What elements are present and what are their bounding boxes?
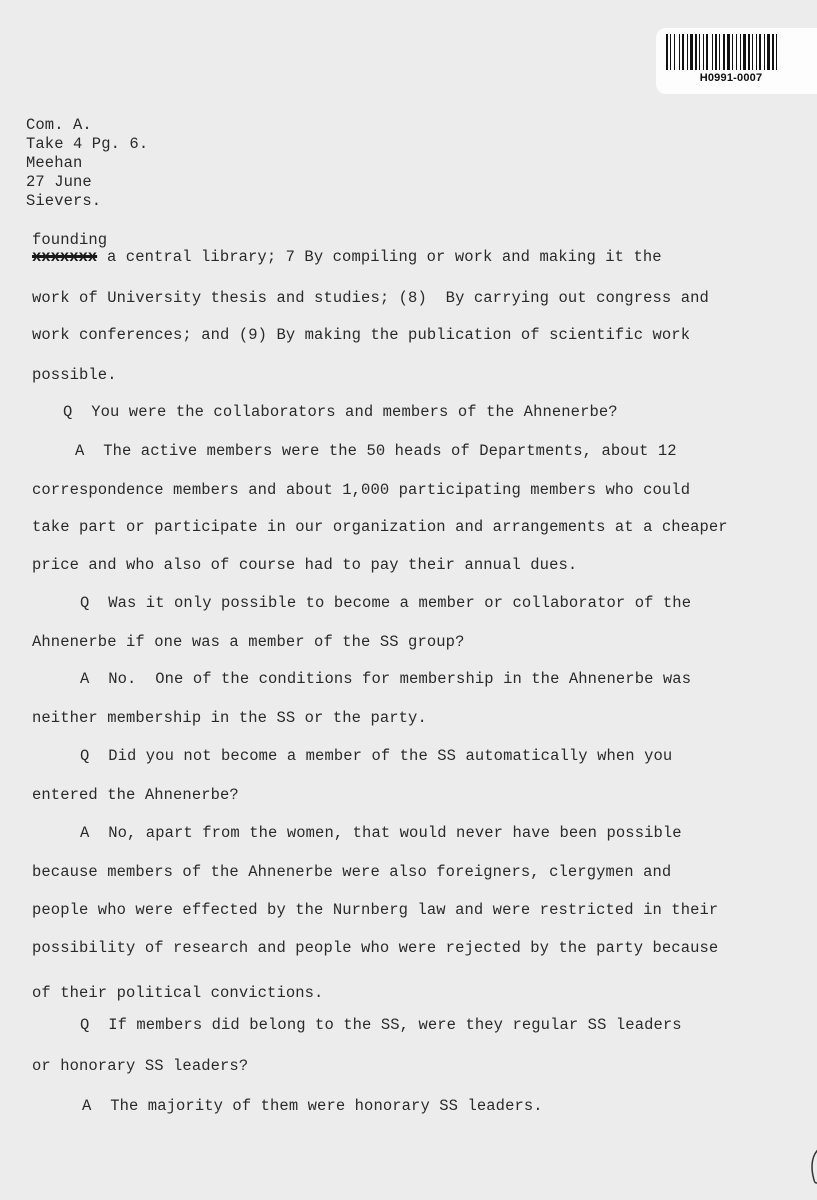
- body-line-11: Ahnenerbe if one was a member of the SS group?: [32, 633, 465, 651]
- body-line-17: because members of the Ahnenerbe were also foreigners, clergymen and: [32, 863, 672, 881]
- body-line-3: work conferences; and (9) By making the publication of scientific work: [32, 326, 691, 344]
- body-line-20: of their political convictions.: [32, 984, 324, 1002]
- margin-mark-icon: [806, 1146, 817, 1186]
- barcode-label: [656, 28, 817, 94]
- body-line-14: Q Did you not become a member of the SS automatically when you: [80, 747, 673, 765]
- body-line-12: A No. One of the conditions for membership in the Ahnenerbe was: [80, 670, 692, 688]
- body-line-4: possible.: [32, 366, 117, 384]
- crossed-out-word: xxxxxxx: [32, 248, 98, 266]
- body-line-15: entered the Ahnenerbe?: [32, 786, 239, 804]
- header-line-3: Meehan: [26, 154, 83, 172]
- body-line-7: correspondence members and about 1,000 participating members who could: [32, 481, 691, 499]
- body-line-16: A No, apart from the women, that would never have been possible: [80, 824, 682, 842]
- body-line-10: Q Was it only possible to become a member or collaborator of the: [80, 594, 692, 612]
- body-line-9: price and who also of course had to pay their annual dues.: [32, 556, 578, 574]
- barcode-number: H0991-0007: [699, 72, 763, 84]
- insertion-word: founding: [32, 231, 108, 249]
- body-line-18: people who were effected by the Nurnberg law and were restricted in their: [32, 901, 719, 919]
- body-line-8: take part or participate in our organization and arrangements at a cheaper: [32, 518, 728, 536]
- body-line-23: A The majority of them were honorary SS leaders.: [82, 1097, 543, 1115]
- body-line-13: neither membership in the SS or the party.: [32, 709, 427, 727]
- body-line-6: A The active members were the 50 heads of Departments, about 12: [75, 442, 677, 460]
- header-line-2: Take 4 Pg. 6.: [26, 135, 149, 153]
- header-line-4: 27 June: [26, 173, 92, 191]
- barcode-icon: [664, 34, 808, 72]
- body-line-21: Q If members did belong to the SS, were they regular SS leaders: [80, 1016, 682, 1034]
- body-line-5: Q You were the collaborators and members of the Ahnenerbe?: [63, 403, 618, 421]
- header-line-1: Com. A.: [26, 116, 92, 134]
- body-line-2: work of University thesis and studies; (8) By carrying out congress and: [32, 289, 709, 307]
- body-line-22: or honorary SS leaders?: [32, 1057, 249, 1075]
- body-line-19: possibility of research and people who were rejected by the party because: [32, 939, 719, 957]
- body-line-1: a central library; 7 By compiling or work and making it the: [107, 248, 662, 266]
- header-line-5: Sievers.: [26, 192, 102, 210]
